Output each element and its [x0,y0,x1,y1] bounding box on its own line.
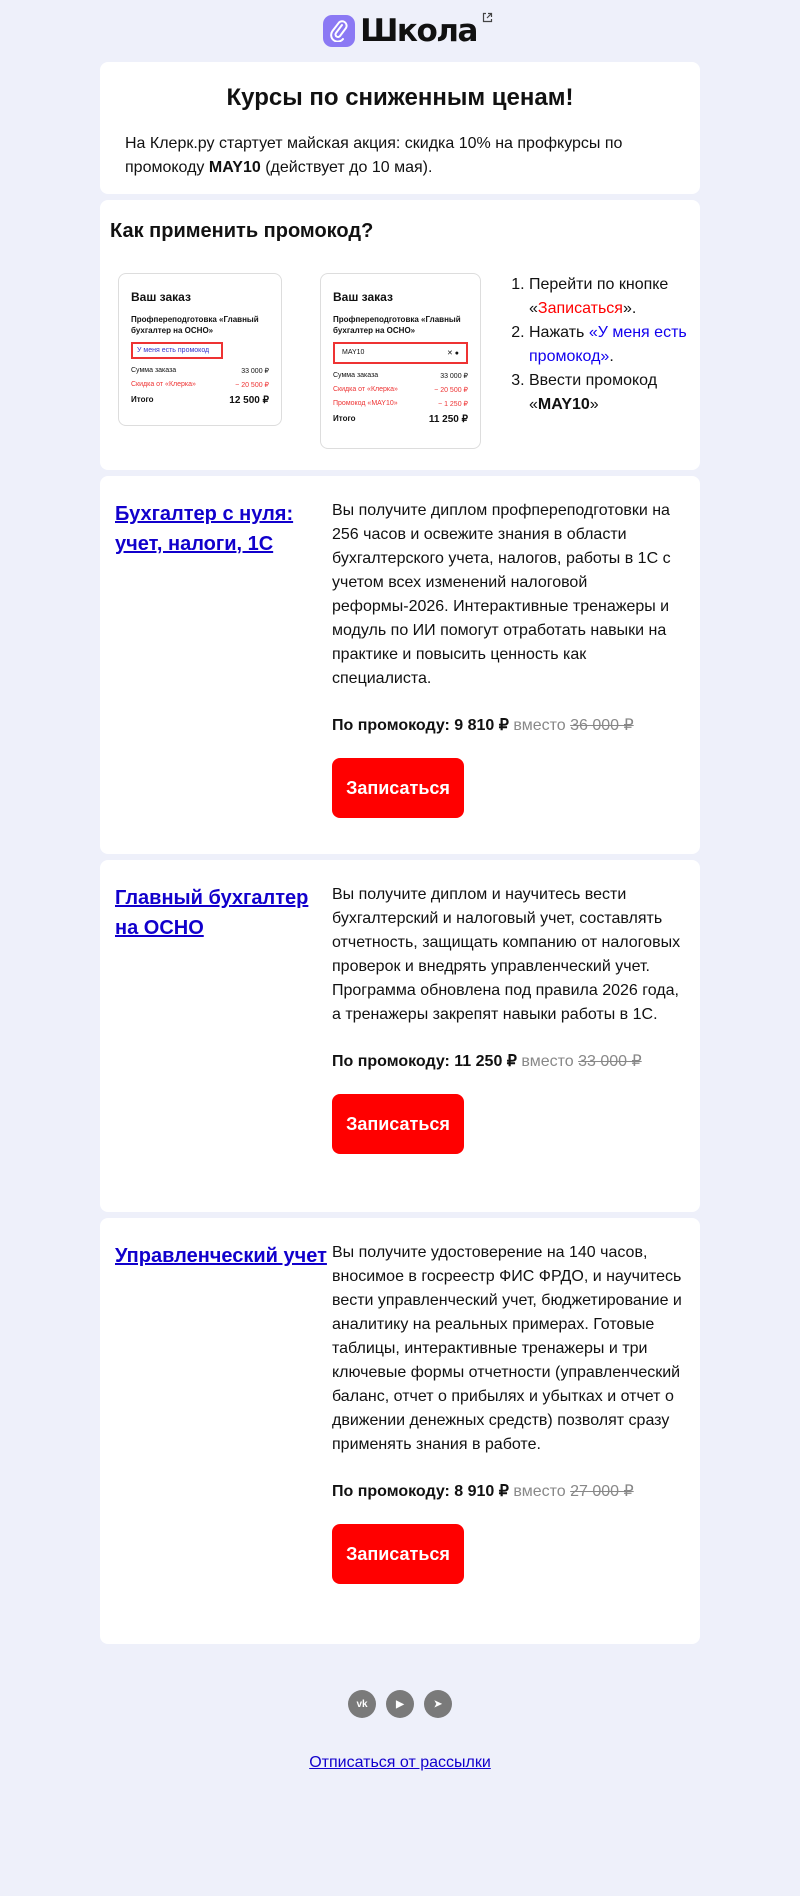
shot-row-value: 33 000 ₽ [241,368,269,375]
shot-total [131,395,269,406]
course-price [332,1481,685,1501]
signup-button[interactable]: Записаться [332,1524,464,1584]
promo-price: По промокоду: 9 810 ₽ [332,717,509,734]
signup-button[interactable]: Записаться [332,758,464,818]
course-price [332,715,685,735]
course-title-link[interactable]: Бухгалтер с нуля: учет, налоги, 1С [115,503,294,555]
shot-row [333,386,468,394]
step-2 [529,321,687,369]
logo-text: Школа [360,13,477,49]
instead-label: вместо [513,717,566,734]
telegram-icon[interactable]: ➤ [424,1690,452,1718]
course-price [332,1051,685,1071]
step-text: ». [622,300,637,317]
youtube-icon[interactable]: ▶ [386,1690,414,1718]
shot-row-value: 33 000 ₽ [440,373,468,380]
shot-row [333,372,468,380]
course-card [100,1218,700,1644]
promo-code: MAY10 [208,159,261,176]
shot-total-value: 12 500 ₽ [229,395,269,406]
step-text: . [609,348,614,365]
course-description: Вы получите удостоверение на 140 часов, вносимое в госреестр ФИС ФРДО, и научитесь вести управленческий учет, бюджетирование и аналитику на реальных примерах. Готовые таблицы, интерактивные тренажеры и три ключевые формы отчетности (управленческий баланс, отчет о прибылях и убытках и отчет о движении денежных средств) позволят сразу применять знания в работе. [332,1244,682,1453]
step-text: Нажать [529,324,589,341]
logo[interactable] [323,13,477,49]
shot-subtitle: Профпереподготовка «Главный бухгалтер на ОСНО» [131,315,259,335]
social-links [100,1690,700,1718]
shot-promo-link: У меня есть промокод [131,342,223,359]
step-promo-link[interactable]: «У меня есть промокод» [529,324,687,365]
step-1 [529,273,687,321]
shot-row [131,381,269,389]
shot-title: Ваш заказ [333,290,393,304]
course-description: Вы получите диплом профпереподготовки на 256 часов и освежите знания в области бухгалтерского учета, налогов, работы в 1С с учетом всех изменений налоговой реформы-2026. Интерактивные тренажеры и модуль по ИИ помогут отработать навыки на практике и повысить ценность как специалиста. [332,502,671,687]
shot-promo-field-value: MAY10 [342,349,365,356]
old-price: 27 000 ₽ [570,1483,634,1500]
vk-icon[interactable]: vk [348,1690,376,1718]
promo-text [125,132,675,180]
signup-button[interactable]: Записаться [332,1094,464,1154]
instead-label: вместо [513,1483,566,1500]
promo-price: По промокоду: 11 250 ₽ [332,1053,517,1070]
step-code: MAY10 [537,396,590,413]
shot-total-value: 11 250 ₽ [428,414,468,425]
course-card [100,860,700,1212]
instead-label: вместо [521,1053,574,1070]
external-link-icon [482,10,493,28]
shot-promo-field [333,342,468,364]
shot-row [333,400,468,408]
shot-row-label: Скидка от «Клерка» [333,386,398,393]
steps-list [507,273,687,417]
shot-row-label: Сумма заказа [333,372,379,379]
step-text: » [589,396,599,413]
shot-row-label: Промокод «MAY10» [333,400,398,407]
old-price: 33 000 ₽ [578,1053,642,1070]
step-signup-link[interactable]: Записаться [537,300,623,317]
shot-title: Ваш заказ [131,290,191,304]
promo-card [100,62,700,194]
header [100,0,700,62]
shot-row-value: − 1 250 ₽ [438,401,468,408]
footer [100,1650,700,1772]
shot-total-label: Итого [131,395,154,404]
shot-row-value: − 20 500 ₽ [235,382,269,389]
shot-subtitle: Профпереподготовка «Главный бухгалтер на ОСНО» [333,315,461,335]
shot-row-label: Скидка от «Клерка» [131,381,196,388]
shot-row-label: Сумма заказа [131,367,177,374]
promo-text-after: (действует до 10 мая). [260,159,433,176]
step-text: Перейти по кнопке « [529,276,669,317]
shot-row-value: − 20 500 ₽ [434,387,468,394]
promo-price: По промокоду: 8 910 ₽ [332,1483,509,1500]
order-screenshot-before [118,273,282,426]
shot-row [131,367,269,375]
old-price: 36 000 ₽ [570,717,634,734]
promo-text-before: На Клерк.ру стартует майская акция: скидка 10% на профкурсы по промокоду [125,135,623,176]
close-and-check-icon: ✕ ● [446,350,459,357]
step-text: Ввести промокод « [529,372,658,413]
step-3 [529,369,687,417]
shot-total-label: Итого [333,414,356,423]
course-description: Вы получите диплом и научитесь вести бухгалтерский и налоговый учет, составлять отчетность, защищать компанию от налоговых проверок и внедрять управленческий учет. Программа обновлена под правила 2026 года, а тренажеры закрепят навыки работы в 1С. [332,886,681,1023]
paperclip-icon [323,15,355,47]
course-title-link[interactable]: Управленческий учет [115,1245,327,1267]
order-screenshot-after [320,273,481,449]
unsubscribe-link[interactable]: Отписаться от рассылки [309,1754,491,1771]
howto-card [100,200,700,470]
shot-total [333,414,468,425]
howto-title: Как применить промокод? [110,220,374,242]
promo-title: Курсы по сниженным ценам! [226,84,574,111]
course-title-link[interactable]: Главный бухгалтер на ОСНО [115,887,309,939]
course-card [100,476,700,854]
